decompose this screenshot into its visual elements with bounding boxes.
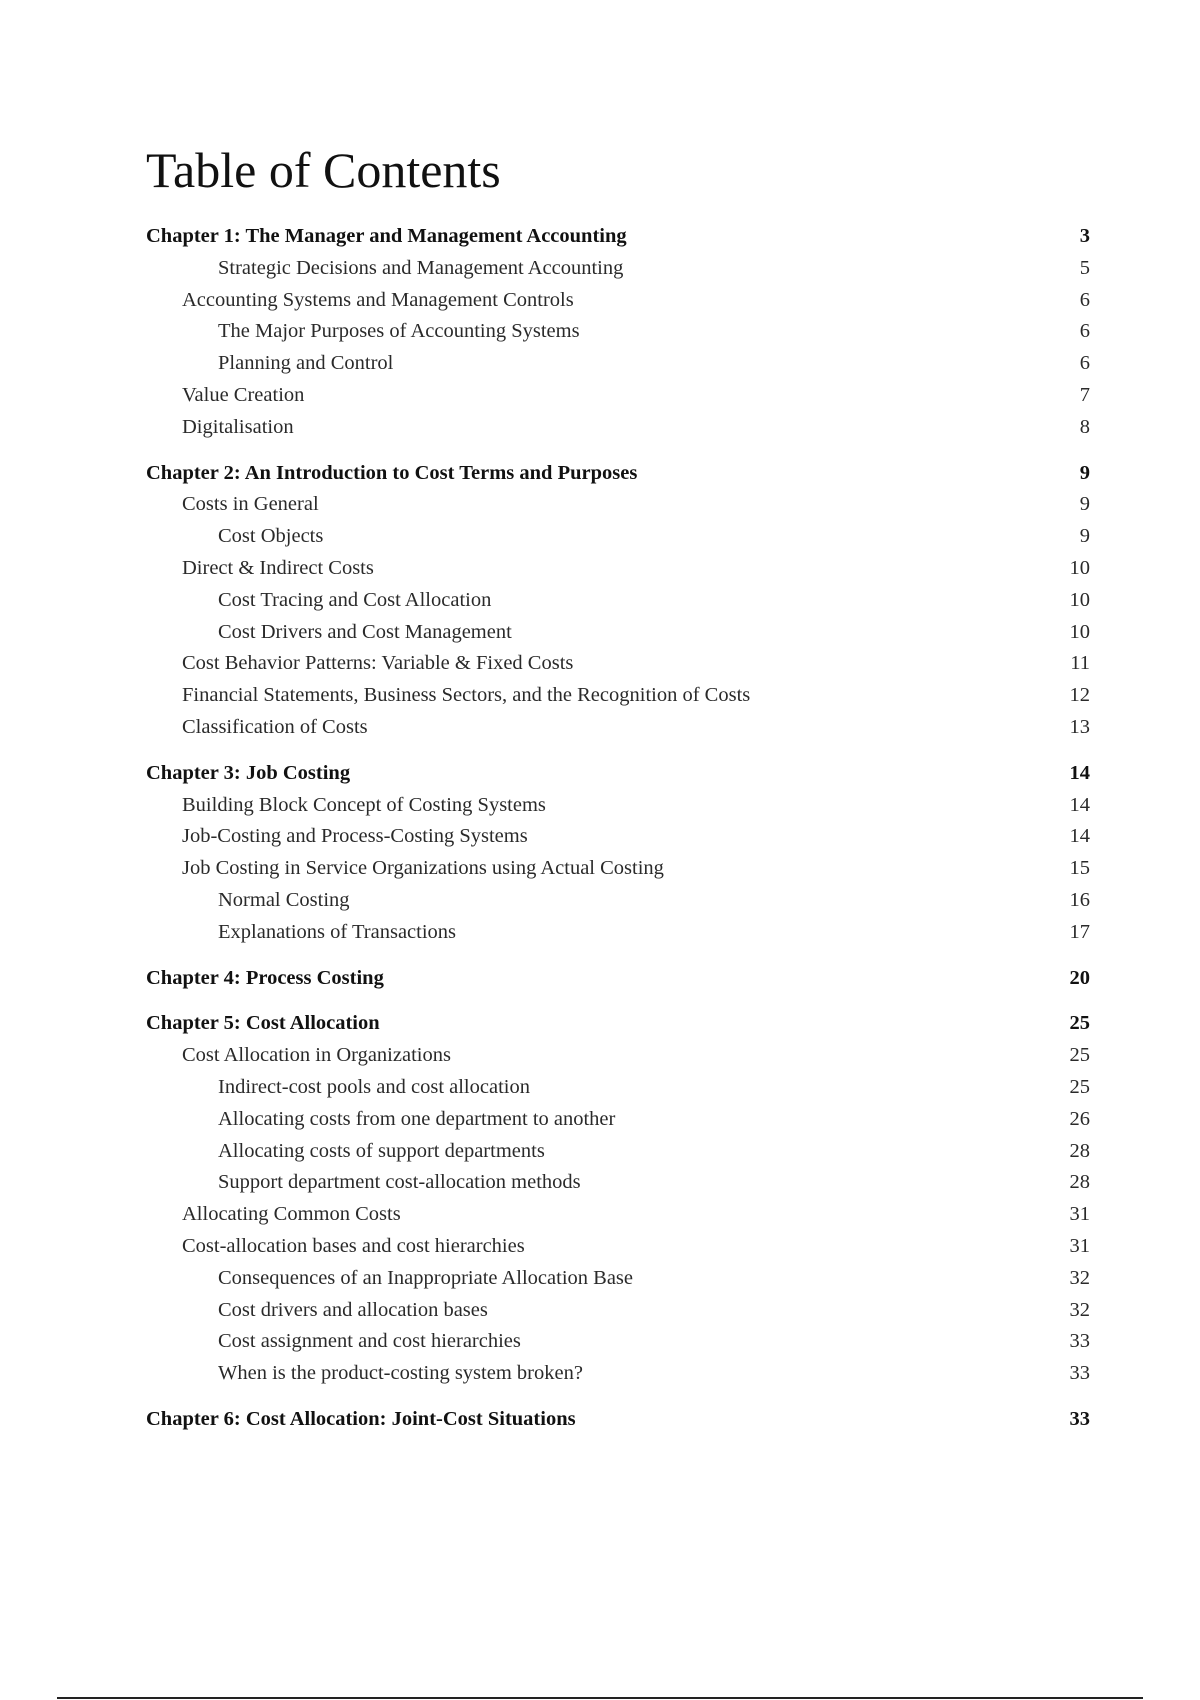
toc-section-entry[interactable] [146, 1104, 1090, 1136]
toc-entry-title: Financial Statements, Business Sectors, and the Recognition of Costs [182, 684, 751, 707]
toc-entry-page-number: 12 [1069, 684, 1090, 707]
toc-section-entry[interactable] [146, 489, 1090, 521]
toc-entry-title: Job-Costing and Process-Costing Systems [182, 825, 528, 848]
toc-entry-page-number: 9 [1079, 461, 1090, 484]
toc-entry-page-number: 14 [1069, 761, 1090, 784]
toc-entry-page-number: 33 [1069, 1362, 1090, 1385]
toc-section-entry[interactable] [146, 1072, 1090, 1104]
toc-section-entry[interactable] [146, 821, 1090, 853]
toc-section-entry[interactable] [146, 553, 1090, 585]
toc-entry-page-number: 33 [1069, 1407, 1090, 1430]
toc-chapter-entry[interactable] [146, 1404, 1090, 1436]
toc-entry-page-number: 25 [1069, 1012, 1090, 1035]
toc-entry-title: Cost Tracing and Cost Allocation [218, 588, 492, 611]
toc-entry-page-number: 25 [1069, 1044, 1090, 1067]
toc-entry-title: Costs in General [182, 493, 319, 516]
toc-section-entry[interactable] [146, 917, 1090, 949]
toc-entry-page-number: 8 [1079, 415, 1090, 438]
toc-entry-title: Planning and Control [218, 352, 394, 375]
toc-section-entry[interactable] [146, 412, 1090, 444]
toc-entry-page-number: 31 [1069, 1203, 1090, 1226]
toc-entry-page-number: 20 [1069, 966, 1090, 989]
toc-chapter-entry[interactable] [146, 963, 1090, 995]
toc-chapter-entry[interactable] [146, 1008, 1090, 1040]
toc-section-entry[interactable] [146, 790, 1090, 822]
toc-entry-title: Digitalisation [182, 415, 294, 438]
toc-entry-title: Strategic Decisions and Management Accounting [218, 256, 624, 279]
toc-entry-title: Cost assignment and cost hierarchies [218, 1330, 521, 1353]
toc-entry-title: When is the product-costing system broken? [218, 1362, 583, 1385]
toc-entry-title: Cost drivers and allocation bases [218, 1298, 488, 1321]
toc-entry-title: Allocating costs from one department to another [218, 1107, 616, 1130]
toc-entry-page-number: 11 [1070, 652, 1090, 675]
toc-entry-title: Chapter 5: Cost Allocation [146, 1012, 380, 1035]
toc-entry-page-number: 7 [1079, 383, 1090, 406]
footer-rule [57, 1697, 1143, 1699]
toc-entry-title: Allocating costs of support departments [218, 1139, 545, 1162]
toc-entry-page-number: 17 [1069, 920, 1090, 943]
toc-entry-title: Support department cost-allocation methods [218, 1171, 581, 1194]
toc-entry-title: Allocating Common Costs [182, 1203, 401, 1226]
toc-entry-title: Explanations of Transactions [218, 920, 457, 943]
toc-entry-title: The Major Purposes of Accounting Systems [218, 320, 580, 343]
toc-entry-page-number: 25 [1069, 1075, 1090, 1098]
toc-entry-page-number: 28 [1069, 1139, 1090, 1162]
toc-entry-title: Chapter 4: Process Costing [146, 966, 384, 989]
toc-entry-title: Chapter 6: Cost Allocation: Joint-Cost Situations [146, 1407, 576, 1430]
toc-chapter-entry[interactable] [146, 758, 1090, 790]
toc-section-entry[interactable] [146, 380, 1090, 412]
toc-entry-page-number: 3 [1079, 225, 1090, 247]
toc-section-entry[interactable] [146, 885, 1090, 917]
toc-entry-page-number: 10 [1069, 588, 1090, 611]
toc-entry-title: Chapter 2: An Introduction to Cost Terms and Purposes [146, 461, 638, 484]
toc-section-entry[interactable] [146, 1231, 1090, 1263]
toc-section-entry[interactable] [146, 285, 1090, 317]
toc-entry-title: Cost Objects [218, 525, 324, 548]
toc-entry-page-number: 16 [1069, 888, 1090, 911]
toc-entry-page-number: 15 [1069, 857, 1090, 880]
toc-entry-page-number: 32 [1069, 1298, 1090, 1321]
toc-list [146, 221, 1090, 1436]
toc-section-entry[interactable] [146, 617, 1090, 649]
toc-section-entry[interactable] [146, 1358, 1090, 1390]
toc-entry-title: Direct & Indirect Costs [182, 556, 374, 579]
toc-entry-title: Job Costing in Service Organizations using Actual Costing [182, 857, 664, 880]
toc-entry-title: Accounting Systems and Management Controls [182, 288, 574, 311]
toc-chapter-entry[interactable] [146, 221, 1090, 253]
toc-section-entry[interactable] [146, 680, 1090, 712]
toc-entry-page-number: 5 [1079, 256, 1090, 279]
toc-entry-title: Indirect-cost pools and cost allocation [218, 1075, 530, 1098]
toc-entry-page-number: 9 [1079, 525, 1090, 548]
toc-entry-title: Normal Costing [218, 888, 350, 911]
toc-section-entry[interactable] [146, 712, 1090, 744]
toc-entry-title: Value Creation [182, 383, 305, 406]
toc-entry-page-number: 6 [1079, 320, 1090, 343]
toc-entry-page-number: 10 [1069, 556, 1090, 579]
toc-entry-page-number: 26 [1069, 1107, 1090, 1130]
toc-entry-page-number: 33 [1069, 1330, 1090, 1353]
toc-section-entry[interactable] [146, 853, 1090, 885]
toc-chapter-entry[interactable] [146, 458, 1090, 490]
toc-entry-page-number: 31 [1069, 1234, 1090, 1257]
toc-section-entry[interactable] [146, 1263, 1090, 1295]
toc-section-entry[interactable] [146, 1167, 1090, 1199]
toc-entry-title: Cost Allocation in Organizations [182, 1044, 451, 1067]
toc-entry-title: Classification of Costs [182, 715, 368, 738]
toc-section-entry[interactable] [146, 521, 1090, 553]
toc-entry-page-number: 9 [1079, 493, 1090, 516]
toc-entry-page-number: 14 [1069, 825, 1090, 848]
toc-entry-page-number: 10 [1069, 620, 1090, 643]
page-title: Table of Contents [146, 142, 501, 198]
toc-section-entry[interactable] [146, 1136, 1090, 1168]
toc-section-entry[interactable] [146, 585, 1090, 617]
toc-entry-title: Chapter 1: The Manager and Management Accounting [146, 225, 627, 247]
toc-entry-page-number: 6 [1079, 352, 1090, 375]
toc-section-entry[interactable] [146, 1040, 1090, 1072]
toc-section-entry[interactable] [146, 1295, 1090, 1327]
toc-entry-page-number: 6 [1079, 288, 1090, 311]
toc-entry-title: Chapter 3: Job Costing [146, 761, 351, 784]
toc-section-entry[interactable] [146, 348, 1090, 380]
toc-entry-title: Cost Behavior Patterns: Variable & Fixed Costs [182, 652, 574, 675]
toc-section-entry[interactable] [146, 316, 1090, 348]
toc-section-entry[interactable] [146, 648, 1090, 680]
toc-entry-page-number: 14 [1069, 793, 1090, 816]
toc-entry-page-number: 28 [1069, 1171, 1090, 1194]
toc-entry-page-number: 13 [1069, 715, 1090, 738]
toc-entry-title: Cost Drivers and Cost Management [218, 620, 512, 643]
toc-section-entry[interactable] [146, 253, 1090, 285]
toc-entry-title: Cost-allocation bases and cost hierarchies [182, 1234, 525, 1257]
toc-entry-page-number: 32 [1069, 1266, 1090, 1289]
toc-entry-title: Consequences of an Inappropriate Allocation Base [218, 1266, 633, 1289]
toc-entry-title: Building Block Concept of Costing Systems [182, 793, 546, 816]
toc-section-entry[interactable] [146, 1326, 1090, 1358]
toc-section-entry[interactable] [146, 1199, 1090, 1231]
